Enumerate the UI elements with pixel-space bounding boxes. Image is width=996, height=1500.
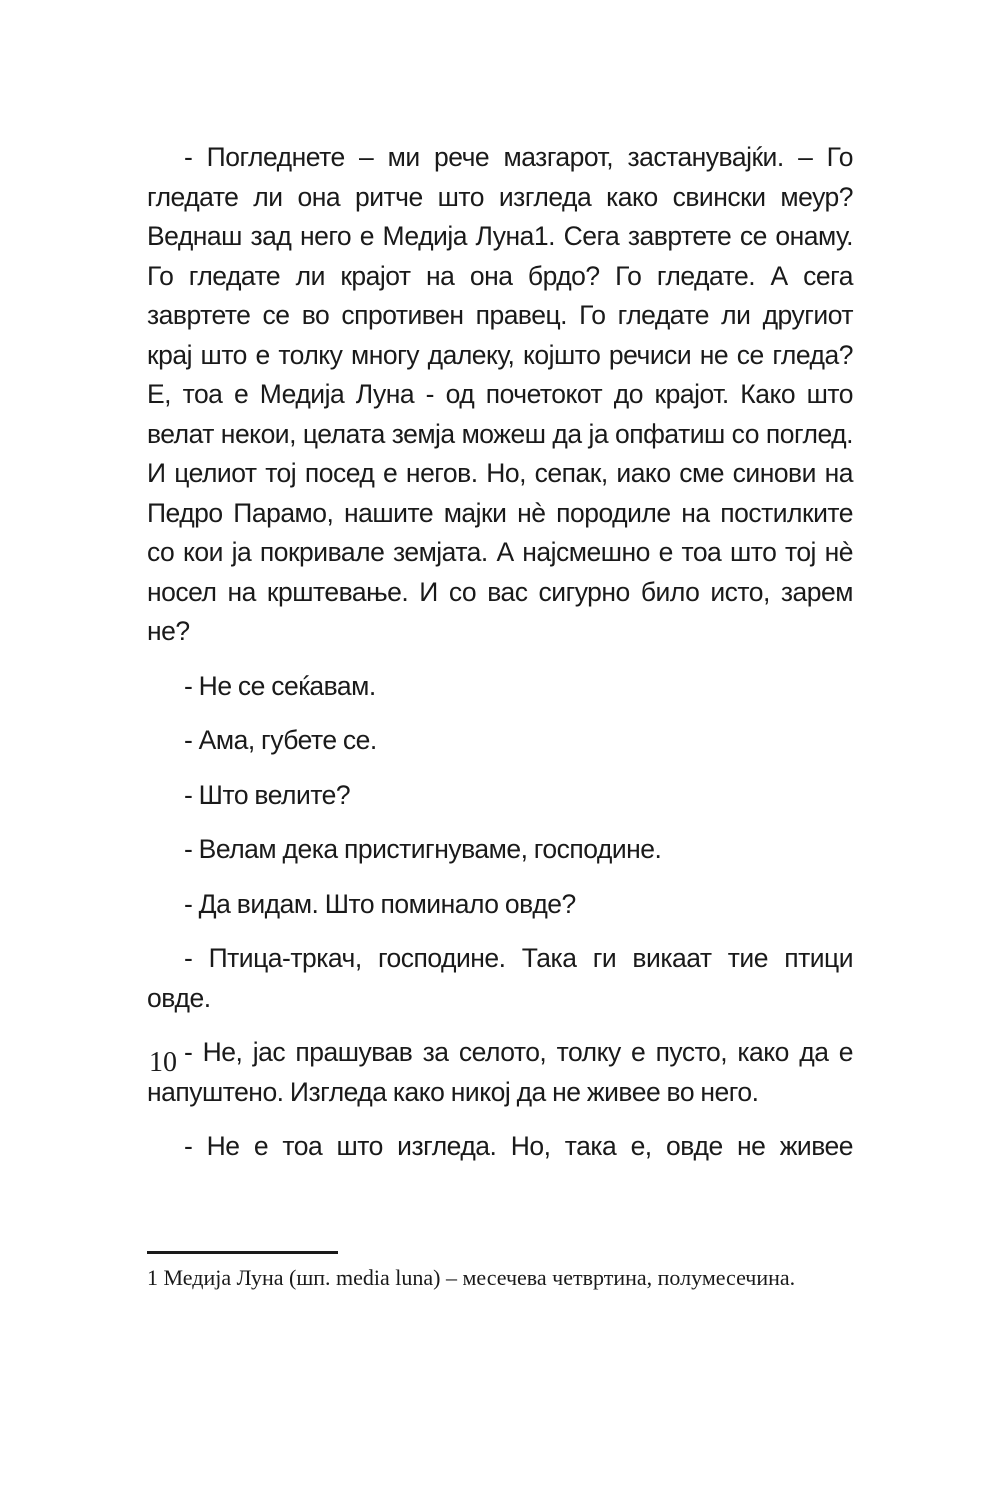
dialogue-line: - Што велите? bbox=[184, 779, 351, 810]
page-number: 10 bbox=[149, 1047, 177, 1078]
dialogue-line: - Не се сеќавам. bbox=[184, 670, 376, 701]
page-body bbox=[147, 138, 853, 1167]
footnote: 1 Медија Луна (шп. media luna) – месечева четвртина, полумесечина. bbox=[147, 1265, 796, 1290]
footnote-divider bbox=[147, 1251, 338, 1254]
paragraph-intro bbox=[147, 138, 853, 652]
dialogue-line: - Птица-тркач, господине. Така ги викаат тие птици овде. bbox=[147, 943, 853, 1013]
dialogue-line: - Не е тоа што изгледа. Но, така е, овде не живее bbox=[184, 1131, 853, 1161]
paragraph-text: . Сега завртете се онаму. Го гледате ли крајот на она брдо? Го гледате. А сега завртете се во спротивен правец. Го гледате ли другиот крај што е толку многу далеку, којшто речиси не се гледа? Е, тоа е Медија Луна - од почетокот до крајот. Како што велат некои, целата земја можеш да ја опфатиш со поглед. И целиот тој посед е негов. Но, сепак, иако сме синови на Педро Парамо, нашите мајки нè породиле на постилките со кои ја покривале земјата. А најсмешно е тоа што тој нè носел на крштевање. И со вас сигурно било исто, зарем не? bbox=[147, 221, 853, 646]
dialogue-line: - Велам дека пристигнуваме, господине. bbox=[184, 834, 662, 864]
paragraph-text: - Погледнете – ми рече мазгарот, застанувајќи. – Го гледате ли она ритче што изгледа како свински меур? Веднаш зад него е Медија Луна bbox=[147, 142, 853, 251]
dialogue-line: - Ама, губете се. bbox=[184, 725, 377, 755]
footnote-reference[interactable]: 1 bbox=[533, 221, 549, 251]
dialogue-line: - Да видам. Што поминало овде? bbox=[184, 888, 576, 919]
dialogue-line: - Не, јас прашував за селото, толку е пусто, како да е напуштено. Изгледа како никој да не живее во него. bbox=[147, 1037, 853, 1107]
